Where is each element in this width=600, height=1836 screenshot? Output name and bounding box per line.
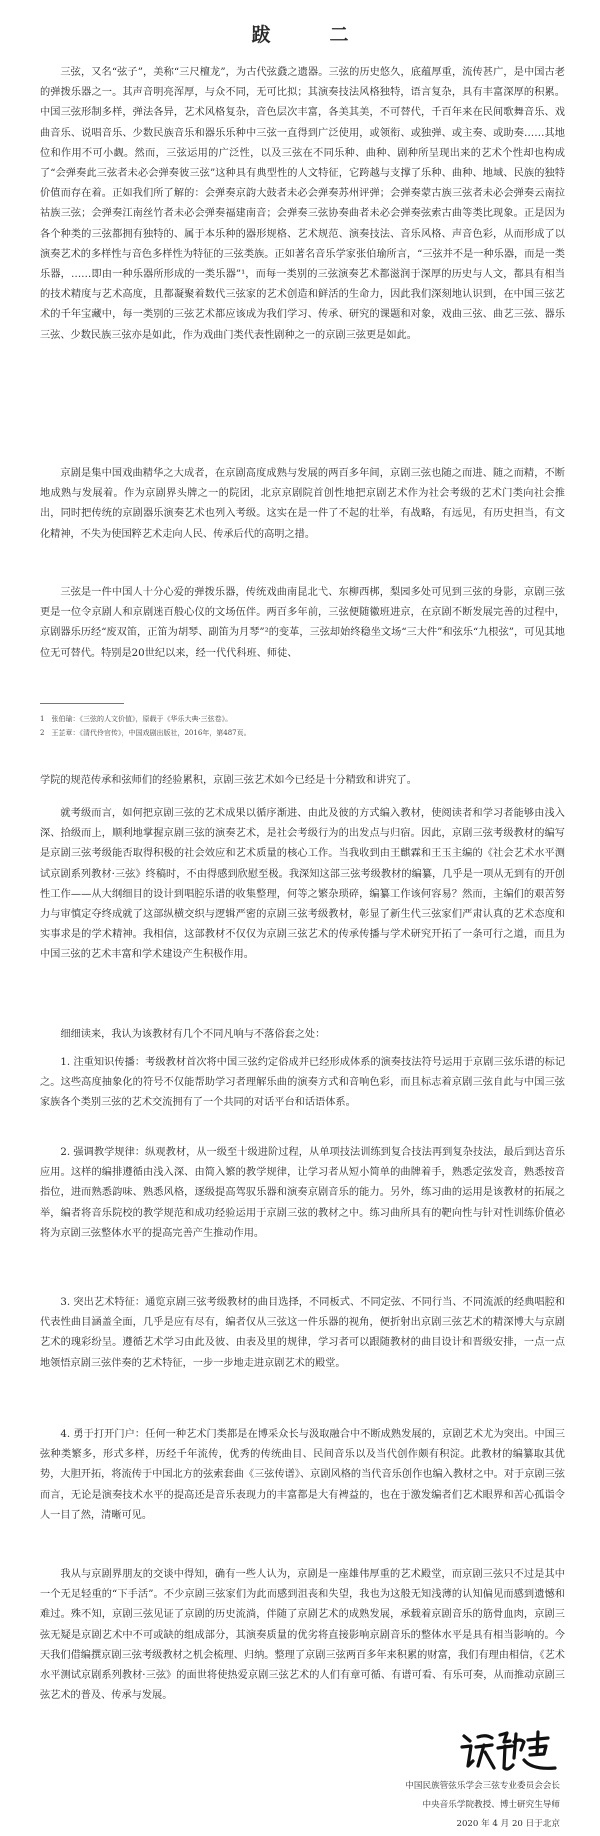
paragraph-5: 就考级而言，如何把京剧三弦的艺术成果以循序渐进、由此及彼的方式编入教材，使阅读者和学习者能够由浅入深、拾级而上，顺利地掌握京剧三弦的演奏艺术，是社会考级行为的出发点与归宿。因此，京剧三弦考级教材的编写是京剧三弦考级能否取得积极的社会效应和艺术质量的核心工作。当我收到由王麒霖和王玉主编的《社会艺术水平测试京剧系列教材·三弦》终稿时，不由得感到欣慰至极。我深知这部三弦考级教材的编纂，几乎是一项从无到有的开创性工作——从大纲细目的设计到唱腔乐谱的收集整理，何等之繁杂琐碎，编纂工作该何容易？然而，主编们的艰苦努力与审慎定夺终成就了这部纵横交织与逻辑严密的京剧三弦考级教材，彰显了新生代三弦家们严肃认真的艺术态度和实事求是的学术精神。我相信，这部教材不仅仅为京剧三弦艺术的传承传播与学术研究开拓了一条可行之道，而且为中国三弦的艺术丰富和学术建设产生积极作用。: [40, 808, 565, 961]
paragraph-8: 2. 强调教学规律：纵观教材，从一级至十级进阶过程，从单项技法训练到复合技法再到复杂技法，最后到达音乐应用。这样的编排遵循由浅入深、由简入繁的教学规律，让学习者从短小简单的曲牌着手，熟悉定弦发音，熟悉按音指位，进而熟悉韵味、熟悉风格，逐级提高驾驭乐器和演奏京剧音乐的能力。另外，练习曲的运用是该教材的拓展之举，编者将音乐院校的教学规范和成功经验运用于京剧三弦的教材之中。练习曲所具有的靶向性与针对性训练价值必将为京剧三弦整体水平的提高完善产生推动作用。: [40, 1147, 565, 1239]
paragraph-7: 1. 注重知识传播：考级教材首次将中国三弦约定俗成并已经形成体系的演奏技法符号运用于京剧三弦乐谱的标记之。这些高度抽象化的符号不仅能帮助学习者理解乐曲的演奏方式和音响色彩，而且标志着京剧三弦自此与中国三弦家族各个类别三弦的艺术交流拥有了一个共同的对话平台和话语体系。: [40, 1057, 565, 1109]
paragraph-3: 三弦是一件中国人十分心爱的弹拨乐器，传统戏曲南昆北弋、东柳西梆，梨园多处可见到三弦的身影，京剧三弦更是一位令京剧人和京剧迷百般心仪的文场伍伴。两百多年前，三弦便随徽班进京，在京剧不断发展完善的过程中，京剧器乐历经“废双笛，正笛为胡琴、副笛为月琴”²的变革，三弦却始终稳坐文场“三大件”和弦乐“九根弦”，可见其地位无可替代。特别是20世纪以来，经一代代科班、师徒、: [40, 587, 565, 659]
footnote-1: 1 张伯瑜：《三弦的人文价值》，原载于《华乐大典·三弦卷》。: [40, 715, 233, 723]
footnote-2: 2 王芷章：《清代伶官传》，中国戏剧出版社，2016年，第487页。: [40, 729, 251, 737]
footnote-rule: [40, 703, 124, 704]
signature-date: 2020 年 4 月 20 日于北京: [456, 1819, 560, 1829]
author-title-1: 中国民族管弦乐学会三弦专业委员会会长: [405, 1781, 560, 1791]
paragraph-11: 我从与京剧界朋友的交谈中得知，确有一些人认为，京剧是一座雄伟厚重的艺术殿堂，而京剧三弦只不过是其中一个无足轻重的“下手活”。不少京剧三弦家们为此而感到沮丧和失望，我也为这般无知浅薄的认知偏见而感到遗憾和难过。殊不知，京剧三弦见证了京剧的历史流淌，伴随了京剧艺术的成熟发展，承载着京剧音乐的筋骨血肉，京剧三弦无疑是京剧艺术中不可或缺的组成部分，其演奏质量的优劣将直接影响京剧音乐的整体水平是具有相当影响的。今天我们借编撰京剧三弦考级教材之机会梳理、归纳。整理了京剧三弦两百多年来积累的财富，我们有理由相信，《艺术水平测试京剧系列教材·三弦》的面世将使热爱京剧三弦艺术的人们有章可循、有谱可看、有乐可奏，从而推动京剧三弦艺术的普及、传承与发展。: [40, 1569, 565, 1702]
author-title-2: 中央音乐学院教授、博士研究生导师: [422, 1800, 560, 1810]
paragraph-6: 细细读来，我认为该教材有几个不同凡响与不落俗套之处：: [60, 1029, 326, 1040]
handwritten-signature: [458, 1728, 558, 1776]
paragraph-4: 学院的规范传承和弦师们的经验累积，京剧三弦艺术如今已经是十分精致和讲究了。: [40, 775, 417, 786]
paragraph-9: 3. 突出艺术特征：通览京剧三弦考级教材的曲目选择，不同板式、不同定弦、不同行当、不同流派的经典唱腔和代表性曲目涵盖全面，几乎是应有尽有，编者仅从三弦这一件乐器的视角，便折射出京剧三弦艺术的精深博大与京剧艺术的瑰彩纷呈。遵循艺术学习由此及彼、由表及里的规律，学习者可以跟随教材的曲目设计和晋级安排，一点一点地领悟京剧三弦伴奏的艺术特征，一步一步地走进京剧艺术的殿堂。: [40, 1297, 565, 1369]
paragraph-2: 京剧是集中国戏曲精华之大成者，在京剧高度成熟与发展的两百多年间，京剧三弦也随之而进、随之而精，不断地成熟与发展着。作为京剧界头牌之一的院团，北京京剧院首创性地把京剧艺术作为社会考级的艺术门类向社会推出，同时把传统的京剧器乐演奏艺术也列入考级。这实在是一件了不起的壮举，有战略，有远见，有历史担当，有文化精神，不失为使国粹艺术走向人民、传承后代的高明之措。: [40, 468, 565, 540]
page-title: 跋 二: [251, 24, 369, 46]
paragraph-1: 三弦，又名“弦子”，美称“三尺檀龙”，为古代弦鼗之遗器。三弦的历史悠久，底蕴厚重，流传甚广，是中国古老的弹拨乐器之一。其声音明亮浑厚，与众不同，无可比拟；其演奏技法风格独特，语言复杂，具有丰富深厚的积累。中国三弦形制多样，弹法各异，艺术风格复杂，音色层次丰富，各美其美，不可替代，千百年来在民间歌舞音乐、戏曲音乐、说唱音乐、少数民族音乐和器乐乐种中三弦一直得到广泛使用，或领衔、或独弹、或主奏、或助奏……其地位和作用不可小觑。然而，三弦运用的广泛性，以及三弦在不同乐种、曲种、剧种所呈现出来的艺术个性却也构成了“会弹奏此三弦者未必会弹奏彼三弦”这种具有典型性的人文特征，它跨越与支撑了乐种、曲种、地域、民族的独特价值而存在着。正如我们所了解的：会弹奏京韵大鼓者未必会弹奏苏州评弹；会弹奏蒙古族三弦者未必会弹奏云南拉祜族三弦；会弹奏江南丝竹者未必会弹奏福建南音；会弹奏三弦协奏曲者未必会弹奏弦索古曲等类比现象。正是因为各个种类的三弦都拥有独特的、属于本乐种的器形规格、艺术规范、演奏技法、音乐风格、声音色彩，从而形成了以演奏艺术的多样性与音色多样性为特征的三弦类族。正如著名音乐学家张伯瑜所言，“三弦并不是一种乐器，而是一类乐器，……即由一种乐器所形成的一类乐器”¹，而每一类别的三弦演奏艺术都滋润于深厚的历史与人文，都具有相当的技术精度与艺术高度，且都凝聚着数代三弦家的艺术创造和鲜活的生命力，因此我们深刻地认识到，在中国三弦艺术的千年宝藏中，每一类别的三弦艺术都应该成为我们学习、传承、研究的课题和对象，戏曲三弦、曲艺三弦、器乐三弦、少数民族三弦亦是如此，作为戏曲门类代表性剧种之一的京剧三弦更是如此。: [40, 67, 565, 341]
paragraph-10: 4. 勇于打开门户：任何一种艺术门类都是在博采众长与汲取融合中不断成熟发展的，京剧艺术尤为突出。中国三弦种类繁多，形式多样，历经千年流传，优秀的传统曲目、民间音乐以及当代创作颇有积淀。此教材的编纂取其优势，大胆开拓，将流传于中国北方的弦索套曲《三弦传谱》、京剧风格的当代音乐创作也编入教材之中。对于京剧三弦而言，无论是演奏技术水平的提高还是音乐表现力的丰富都是大有裨益的，也在于激发编者们艺术眼界和苦心孤诣令人一目了然，清晰可见。: [40, 1429, 565, 1521]
